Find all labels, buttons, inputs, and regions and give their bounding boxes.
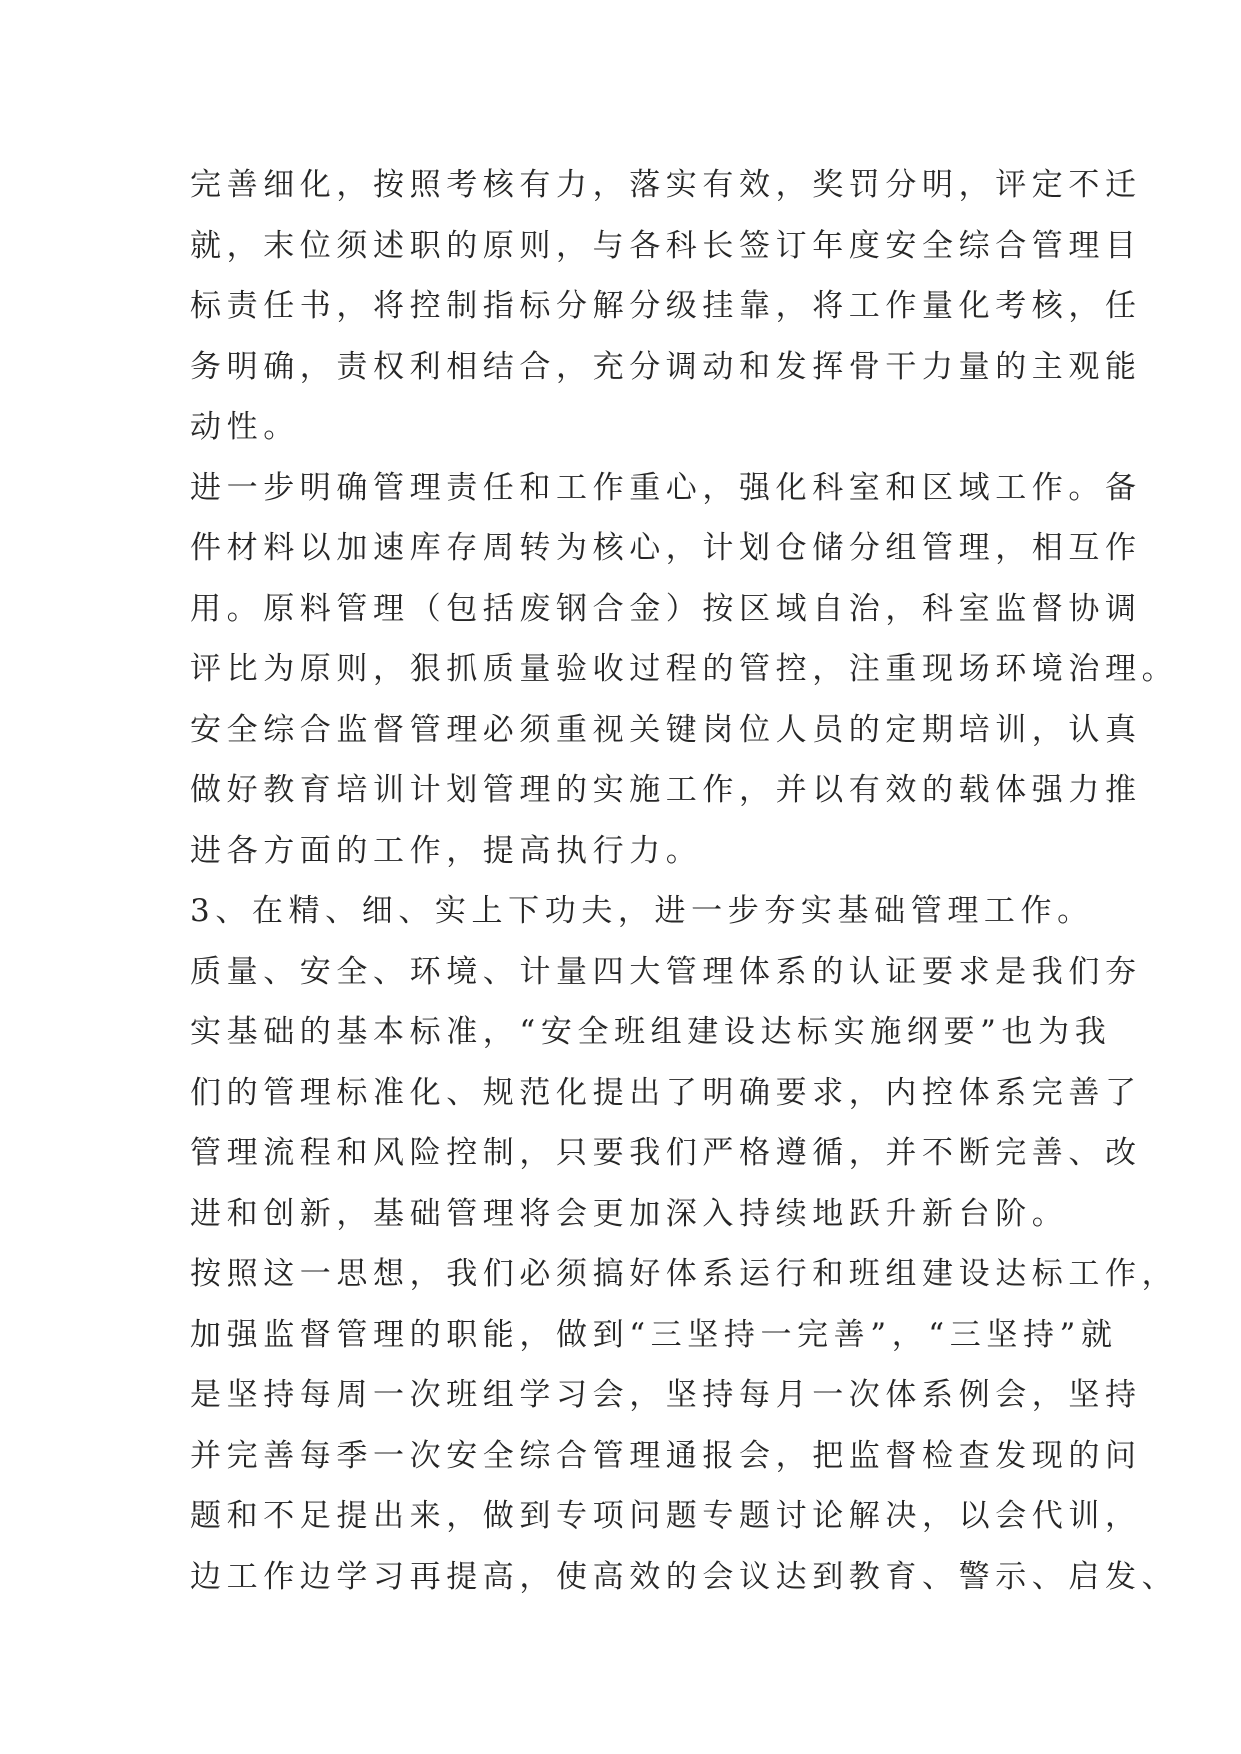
text-line: 动性。 bbox=[190, 409, 300, 445]
text-line: 用。原料管理（包括废钢合金）按区域自治，科室监督协调 bbox=[190, 590, 1142, 627]
text-line: 安全综合监督管理必须重视关键岗位人员的定期培训，认真 bbox=[190, 711, 1142, 748]
text-line: 边工作边学习再提高，使高效的会议达到教育、警示、启发、 bbox=[190, 1558, 1179, 1595]
text-line: 管理流程和风险控制，只要我们严格遵循，并不断完善、改 bbox=[190, 1135, 1142, 1171]
text-line: 做好教育培训计划管理的实施工作，并以有效的载体强力推 bbox=[190, 772, 1142, 808]
text-line: 务明确，责权利相结合，充分调动和发挥骨干力量的主观能 bbox=[190, 348, 1142, 385]
text-line: 题和不足提出来，做到专项问题专题讨论解决，以会代训， bbox=[190, 1498, 1142, 1534]
text-line: 进各方面的工作，提高执行力。 bbox=[190, 832, 703, 869]
text-line: 进和创新，基础管理将会更加深入持续地跃升新台阶。 bbox=[190, 1195, 1069, 1232]
text-line: 实基础的基本标准，“安全班组建设达标实施纲要”也为我 bbox=[190, 1014, 1112, 1050]
text-line: 就，末位须述职的原则，与各科长签订年度安全综合管理目 bbox=[190, 227, 1142, 264]
text-line: 评比为原则，狠抓质量验收过程的管控，注重现场环境治理。 bbox=[190, 651, 1179, 687]
text-line: 件材料以加速库存周转为核心，计划仓储分组管理，相互作 bbox=[190, 530, 1142, 566]
text-line: 3、在精、细、实上下功夫，进一步夯实基础管理工作。 bbox=[190, 893, 1094, 929]
text-line: 按照这一思想，我们必须搞好体系运行和班组建设达标工作， bbox=[190, 1256, 1179, 1292]
text-line: 标责任书，将控制指标分解分级挂靠，将工作量化考核，任 bbox=[190, 288, 1142, 324]
text-line: 加强监督管理的职能，做到“三坚持一完善”，“三坚持”就 bbox=[190, 1316, 1118, 1353]
text-line: 是坚持每周一次班组学习会，坚持每月一次体系例会，坚持 bbox=[190, 1377, 1142, 1413]
body-text bbox=[190, 155, 1179, 1607]
text-line: 质量、安全、环境、计量四大管理体系的认证要求是我们夯 bbox=[190, 953, 1142, 990]
text-line: 们的管理标准化、规范化提出了明确要求，内控体系完善了 bbox=[190, 1074, 1142, 1111]
text-line: 完善细化，按照考核有力，落实有效，奖罚分明，评定不迁 bbox=[190, 167, 1142, 203]
text-line: 进一步明确管理责任和工作重心，强化科室和区域工作。备 bbox=[190, 469, 1142, 506]
text-line: 并完善每季一次安全综合管理通报会，把监督检查发现的问 bbox=[190, 1437, 1142, 1474]
